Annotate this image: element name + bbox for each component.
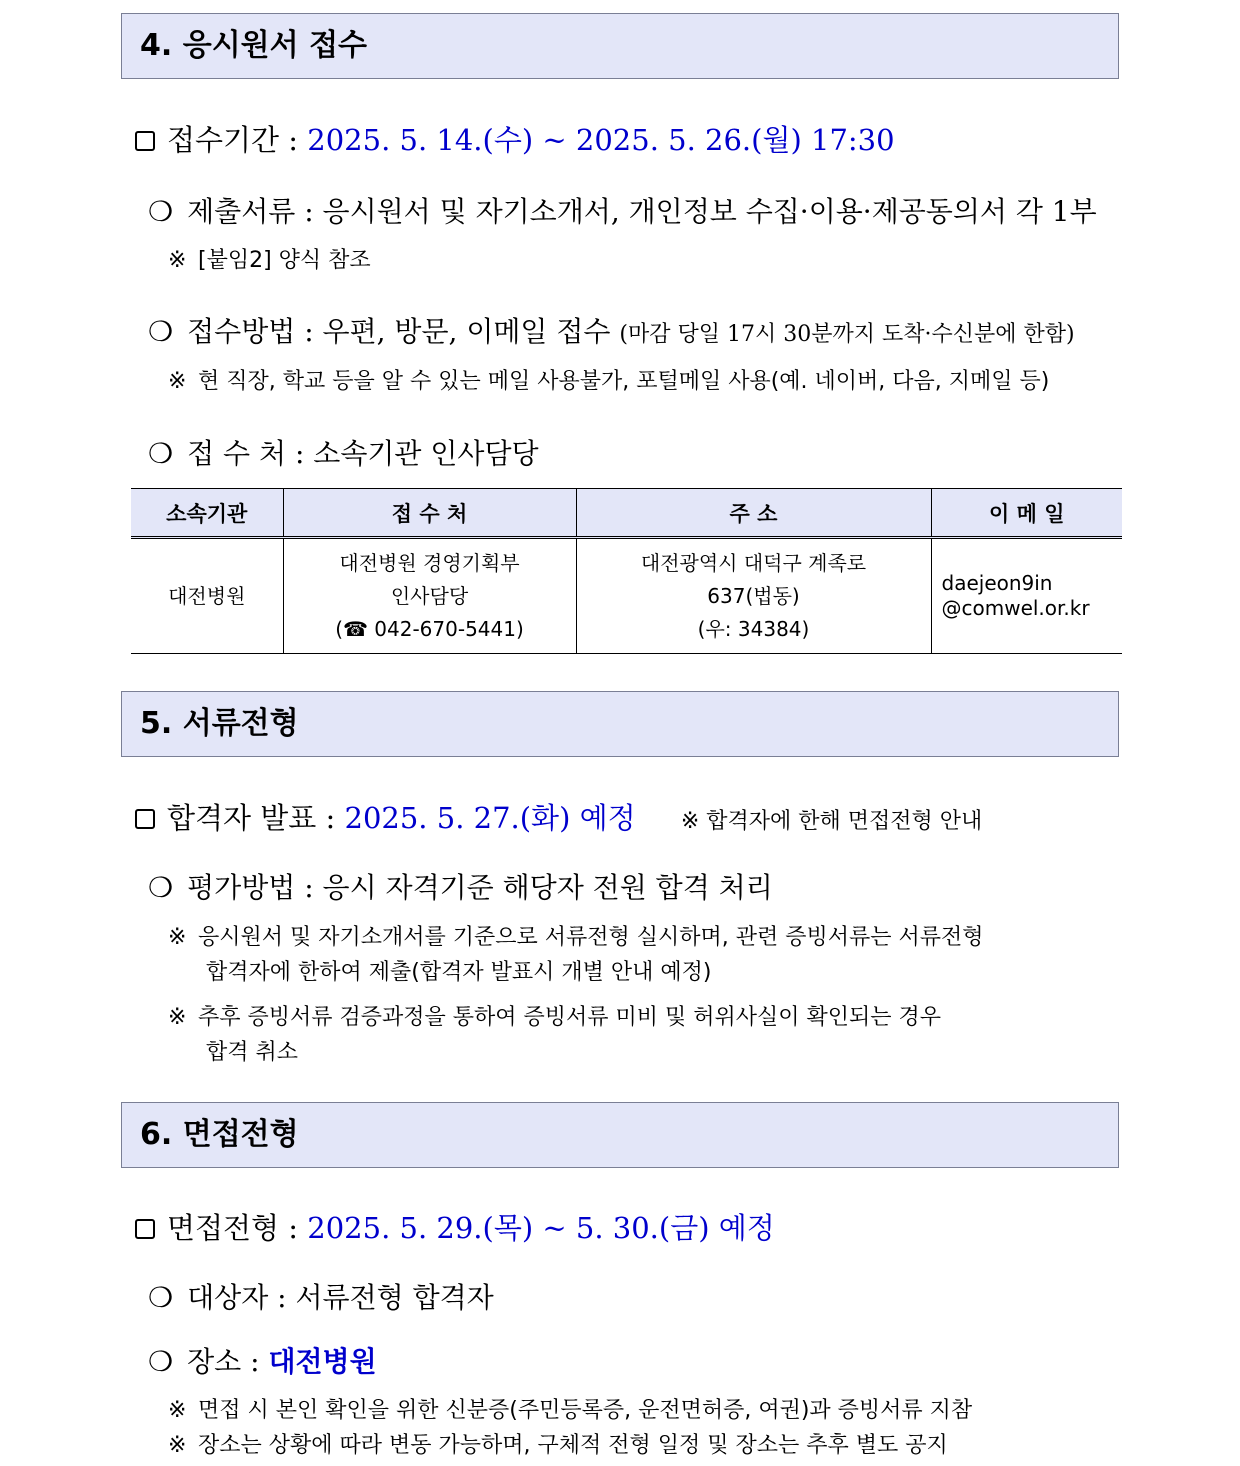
- section-4-title: 4. 응시원서 접수: [121, 13, 1119, 79]
- interview-schedule: 면접전형 : 2025. 5. 29.(목) ~ 5. 30.(금) 예정: [135, 1206, 775, 1247]
- interview-target: ❍ 대상자 : 서류전형 합격자: [148, 1281, 494, 1314]
- email-cell: daejeon9in @comwel.or.kr: [931, 538, 1122, 654]
- dept-cell: 대전병원 경영기획부 인사담당 (☎ 042-670-5441): [283, 538, 576, 654]
- announcement-note: ※ 합격자에 한해 면접전형 안내: [680, 809, 983, 834]
- section-5-title: 5. 서류전형: [121, 691, 1119, 757]
- application-period: 접수기간 : 2025. 5. 14.(수) ~ 2025. 5. 26.(월) 17:30: [135, 118, 895, 159]
- note-mark-icon: ※: [168, 1005, 187, 1030]
- doc-screening-note-1: ※ 응시원서 및 자기소개서를 기준으로 서류전형 실시하며, 관련 증빙서류는 서류전형: [168, 925, 984, 950]
- note-mark-icon: ※: [168, 1398, 187, 1423]
- circle-bullet-icon: ❍: [148, 195, 174, 228]
- address-cell: 대전광역시 대덕구 계족로 637(법동) (우: 34384): [576, 538, 931, 654]
- checkbox-icon: [135, 1219, 155, 1239]
- note-mark-icon: ※: [168, 248, 187, 273]
- table-header-row: [131, 489, 1122, 538]
- table-header: 이 메 일: [931, 489, 1122, 538]
- interview-note-1: ※ 면접 시 본인 확인을 위한 신분증(주민등록증, 운전면허증, 여권)과 증빙서류 지참: [168, 1398, 973, 1423]
- documents-note: ※ [붙임2] 양식 참조: [168, 248, 371, 273]
- evaluation-method: ❍ 평가방법 : 응시 자격기준 해당자 전원 합격 처리: [148, 871, 773, 904]
- application-period-value: 2025. 5. 14.(수) ~ 2025. 5. 26.(월) 17:30: [307, 123, 895, 157]
- table-row: [131, 538, 1122, 654]
- doc-screening-note-2: ※ 추후 증빙서류 검증과정을 통하여 증빙서류 미비 및 허위사실이 확인되는 경우: [168, 1005, 942, 1030]
- note-mark-icon: ※: [168, 1433, 187, 1458]
- doc-screening-note-1-cont: 합격자에 한하여 제출(합격자 발표시 개별 안내 예정): [206, 960, 712, 985]
- method-note: ※ 현 직장, 학교 등을 알 수 있는 메일 사용불가, 포털메일 사용(예. 네이버, 다음, 지메일 등): [168, 369, 1050, 394]
- announcement-value: 2025. 5. 27.(화) 예정: [344, 801, 636, 835]
- table-header: 소속기관: [131, 489, 283, 538]
- circle-bullet-icon: ❍: [148, 1281, 174, 1314]
- checkbox-icon: [135, 809, 155, 829]
- table-header: 주 소: [576, 489, 931, 538]
- doc-screening-note-2-cont: 합격 취소: [206, 1040, 299, 1065]
- announcement: 합격자 발표 : 2025. 5. 27.(화) 예정 ※ 합격자에 한해 면접전형 안내: [135, 796, 982, 837]
- table-header: 접 수 처: [283, 489, 576, 538]
- application-method: ❍ 접수방법 : 우편, 방문, 이메일 접수 (마감 당일 17시 30분까지 도착·수신분에 한함): [148, 315, 1075, 348]
- application-place: ❍ 접 수 처 : 소속기관 인사담당: [148, 437, 539, 470]
- circle-bullet-icon: ❍: [148, 1345, 174, 1378]
- org-cell: 대전병원: [131, 538, 283, 654]
- interview-place-value: 대전병원: [268, 1345, 377, 1378]
- phone-number: (☎ 042-670-5441): [335, 616, 524, 641]
- note-mark-icon: ※: [168, 369, 187, 394]
- interview-schedule-value: 2025. 5. 29.(목) ~ 5. 30.(금) 예정: [307, 1211, 775, 1245]
- checkbox-icon: [135, 131, 155, 151]
- circle-bullet-icon: ❍: [148, 315, 174, 348]
- reception-table: [131, 488, 1122, 654]
- interview-place: ❍ 장소 : 대전병원: [148, 1345, 377, 1378]
- note-mark-icon: ※: [168, 925, 187, 950]
- required-documents: ❍ 제출서류 : 응시원서 및 자기소개서, 개인정보 수집·이용·제공동의서 각 1부: [148, 195, 1097, 228]
- circle-bullet-icon: ❍: [148, 437, 174, 470]
- interview-note-2: ※ 장소는 상황에 따라 변동 가능하며, 구체적 전형 일정 및 장소는 추후 별도 공지: [168, 1433, 948, 1458]
- circle-bullet-icon: ❍: [148, 871, 174, 904]
- section-6-title: 6. 면접전형: [121, 1102, 1119, 1168]
